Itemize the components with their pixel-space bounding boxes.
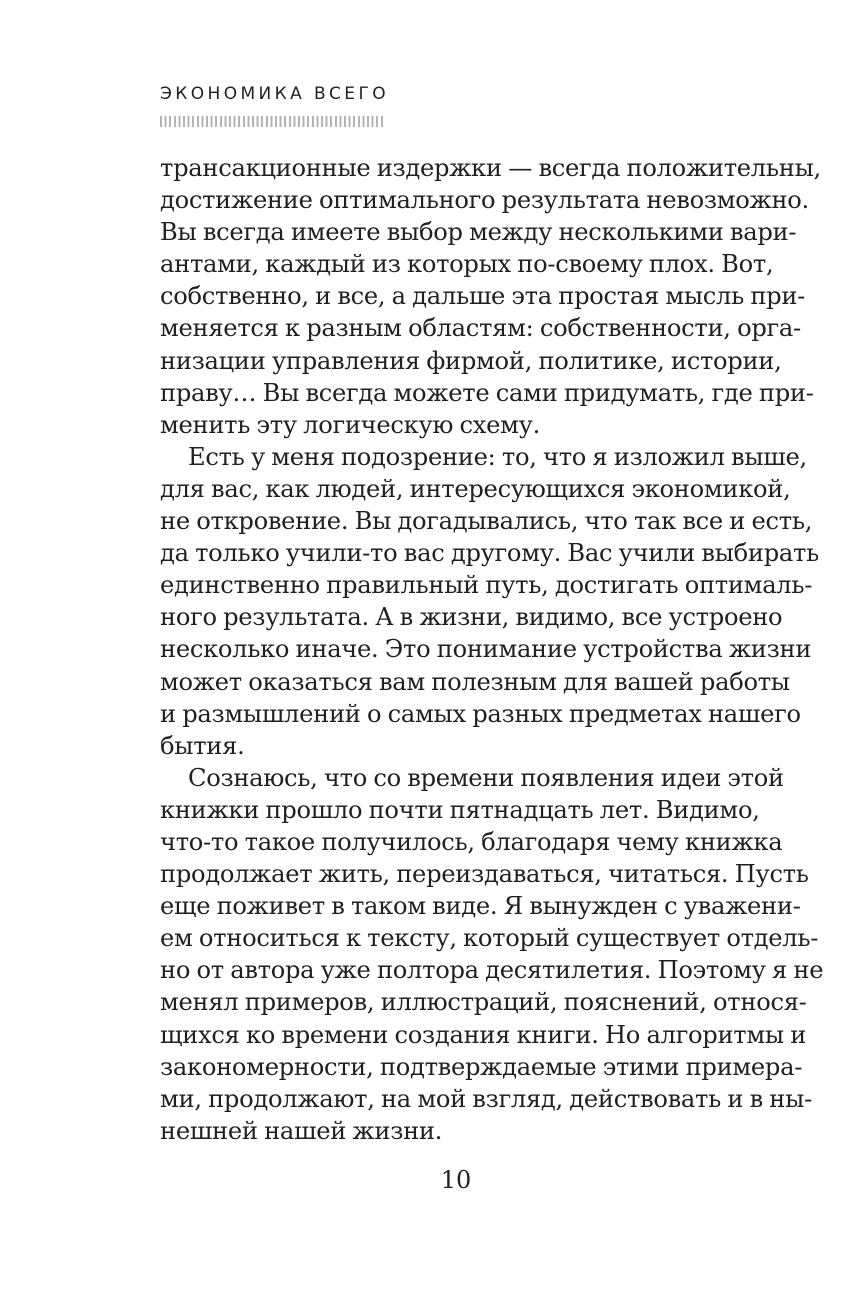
text-line: но от автора уже полтора десятилетия. Поэтому я не [160, 956, 824, 985]
paragraph-2 [160, 441, 819, 762]
text-line: несколько иначе. Это понимание устройства жизни [160, 635, 812, 664]
text-line: продолжает жить, переиздаваться, читаться. Пусть [160, 860, 809, 889]
text-line: низации управления фирмой, политике, истории, [160, 346, 782, 375]
text-line: антами, каждый из которых по-своему плох. Вот, [160, 250, 774, 279]
paragraph-1 [160, 152, 821, 441]
text-line: еще поживет в таком виде. Я вынужден с уважени- [160, 892, 801, 921]
body-text [160, 152, 824, 1147]
text-line: меняется к разным областям: собственности, орга- [160, 314, 801, 343]
text-line: для вас, как людей, интересующихся экономикой, [160, 474, 791, 503]
text-line: ем относиться к тексту, который существует отдель- [160, 924, 819, 953]
text-line: достижение оптимального результата невозможно. [160, 186, 809, 215]
text-line: и размышлений о самых разных предметах нашего [160, 699, 801, 728]
text-line: Вы всегда имеете выбор между несколькими вари- [160, 218, 797, 247]
page-number: 10 [440, 1166, 472, 1194]
text-line: менить эту логическую схему. [160, 410, 540, 439]
text-line: менял примеров, иллюстраций, пояснений, относя- [160, 988, 807, 1017]
text-line: единственно правильный путь, достигать оптималь- [160, 571, 813, 600]
paragraph-3 [160, 762, 824, 1147]
text-line: трансакционные издержки — всегда положительны, [160, 154, 821, 182]
running-head: ЭКОНОМИКА ВСЕГО [160, 84, 389, 104]
text-line: нешней нашей жизни. [160, 1116, 443, 1145]
text-line: может оказаться вам полезным для вашей работы [160, 667, 790, 696]
running-head-ornament [160, 116, 384, 127]
text-line: собственно, и все, а дальше эта простая мысль при- [160, 282, 806, 311]
text-line: Есть у меня подозрение: то, что я изложил выше, [188, 442, 807, 471]
text-line: щихся ко времени создания книги. Но алгоритмы и [160, 1020, 807, 1049]
text-line: ми, продолжают, на мой взгляд, действовать и в ны- [160, 1084, 812, 1113]
text-line: что-то такое получилось, благодаря чему книжка [160, 827, 783, 856]
text-line: да только учили-то вас другому. Вас учили выбирать [160, 539, 819, 568]
text-line: закономерности, подтверждаемые этими примера- [160, 1052, 803, 1081]
text-line: не откровение. Вы догадывались, что так все и есть, [160, 507, 813, 536]
text-line: праву… Вы всегда можете сами придумать, где при- [160, 378, 814, 407]
text-line: книжки прошло почти пятнадцать лет. Видимо, [160, 795, 760, 824]
text-line: Сознаюсь, что со времени появления идеи этой [188, 763, 784, 792]
text-line: ного результата. А в жизни, видимо, все устроено [160, 603, 783, 632]
text-line: бытия. [160, 731, 245, 760]
